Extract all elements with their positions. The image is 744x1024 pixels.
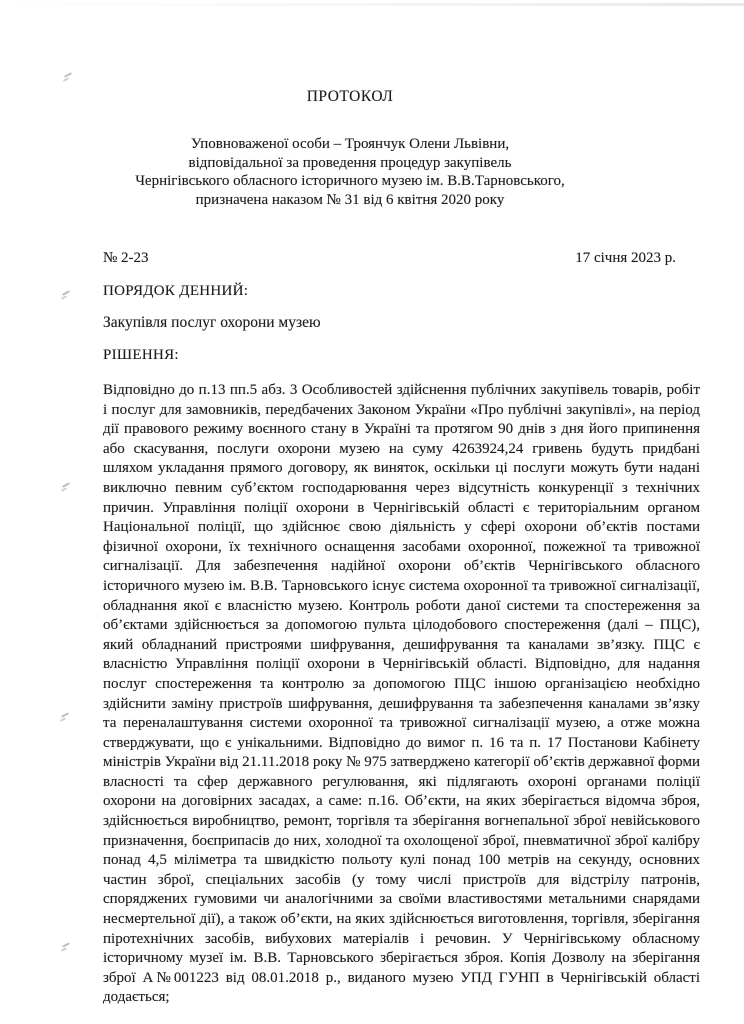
scan-mark-artifact [62, 290, 70, 296]
scan-mark-artifact [64, 72, 72, 78]
scan-mark-artifact [62, 942, 70, 948]
decision-heading: РІШЕННЯ: [103, 347, 179, 363]
agenda-item: Закупівля послуг охорони музею [103, 314, 321, 331]
subtitle-line-authorized-person: Уповноваженої особи – Троянчук Олени Львівни, [190, 136, 510, 152]
agenda-heading: ПОРЯДОК ДЕННИЙ: [103, 283, 249, 299]
document-title: ПРОТОКОЛ [306, 88, 394, 105]
document-meta-row [103, 250, 676, 267]
protocol-number: № 2-23 [103, 250, 149, 266]
document-subtitle [0, 135, 700, 209]
decision-text: Відповідно до п.13 пп.5 абз. 3 Особливостей здійснення публічних закупівель товарів, робіт і послуг для замовників, передбачених Законом України «Про публічні закупівлі», на період дії правового режиму воєнного стану в Україні та протягом 90 днів з дня його припинення або скасування, послуги охорони музею на суму 4263924,24 гривень будуть придбані шляхом укладання прямого договору, як виняток, оскільки ці послуги можуть бути надані виключно певним суб’єктом господарювання через відсутність конкуренції з технічних причин. Управління поліції охорони в Чернігівській області є територіальним органом Національної поліції, що здійснює свою діяльність у сфері охорони об’єктів постами фізичної охорони, їх технічного оснащення засобами охоронної, пожежної та тривожної сигналізації. Для забезпечення надійної охорони об’єктів Чернігівського обласного історичного музею ім. В.В. Тарновського існує система охоронної та тривожної сигналізації, обладнання якої є власністю музею. Контроль роботи даної системи та спостереження за об’єктами здійснюється за допомогою пульта цілодобового спостереження (далі – ПЦС), який обладнаний пристроями шифрування, дешифрування та каналами зв’язку. ПЦС є власністю Управління поліції охорони в Чернігівській області. Відповідно, для надання послуг спостереження та контролю за допомогою ПЦС іншою організацією необхідно здійснити заміну пристроїв шифрування, дешифрування та забезпечення каналами зв’язку та переналаштування системи охоронної та тривожної сигналізації музею, а отже можна стверджувати, що є унікальними. Відповідно до вимог п. 16 та п. 17 Постанови Кабінету міністрів України від 21.11.2018 року № 975 затверджено категорії об’єктів державної форми власності та сфер державного регулювання, які підлягають охороні органами поліції охорони на договірних засадах, а саме: п.16. Об’єкти, на яких зберігається відомча зброя, здійснюється виробництво, ремонт, торгівля та зберігання вогнепальної зброї невійськового призначення, боєприпасів до них, холодної та охолощеної зброї, пневматичної зброї калібру понад 4,5 міліметра та швидкістю польоту кулі понад 100 метрів на секунду, основних частин зброї, спеціальних засобів (у тому числі пристроїв для відстрілу патронів, споряджених гумовими чи аналогічними за своїми властивостями метальними снарядами несмертельної дії), а також об’єкти, на яких здійснюється виготовлення, торгівля, зберігання піротехнічних засобів, вибухових матеріалів і речовин. У Чернігівському обласному історичному музеї ім. В.В. Тарновського зберігається зброя. Копія Дозволу на зберігання зброї А№001223 від 08.01.2018 р., виданого музею УПД ГУНП в Чернігівській області додається; [103, 382, 700, 1006]
subtitle-line-museum: Чернігівського обласного історичного музею ім. В.В.Тарновського, [135, 173, 565, 189]
scan-mark-artifact [61, 712, 69, 718]
scan-streak-artifact [0, 3, 744, 6]
protocol-date: 17 січня 2023 р. [575, 250, 676, 266]
subtitle-line-responsibility: відповідальної за проведення процедур закупівель [188, 154, 512, 171]
subtitle-line-appointment-order: призначена наказом № 31 від 6 квітня 2020 року [195, 191, 505, 208]
scan-mark-artifact [62, 482, 70, 488]
document-header [0, 88, 700, 209]
